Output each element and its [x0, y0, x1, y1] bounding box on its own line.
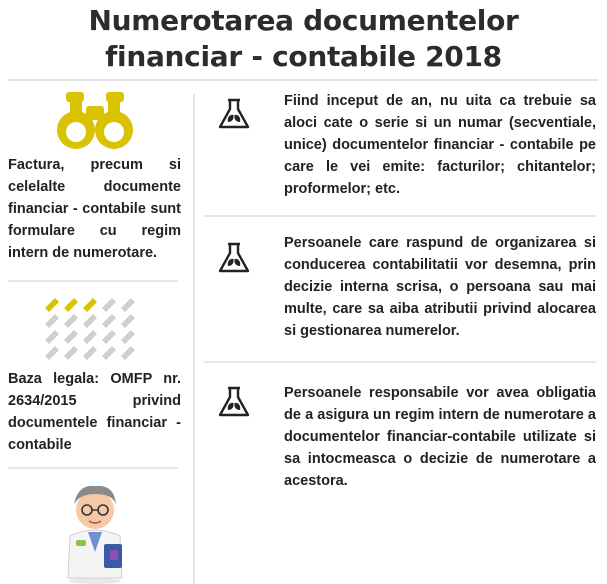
rating-diamond [45, 314, 59, 328]
rating-diamond [121, 346, 135, 360]
doctor-icon [56, 478, 134, 584]
column-divider [193, 94, 195, 584]
rating-diamond [121, 330, 135, 344]
rating-diamond [45, 298, 59, 312]
rating-diamond [64, 314, 78, 328]
right-text-item-2: Persoanele care raspund de organizarea si conducerea contabilitatii vor desemna, prin decizie interna scrisa, o persoana sau mai multe, care sa aiba atributii privind alocarea si gestionarea numerelor. [284, 235, 596, 339]
rating-diamonds-icon [44, 296, 138, 360]
left-divider-1 [8, 280, 178, 282]
rating-diamond [102, 298, 116, 312]
binoculars-icon [56, 90, 134, 152]
rating-diamond [83, 346, 97, 360]
rating-diamond [83, 330, 97, 344]
rating-diamond [64, 330, 78, 344]
page-title [0, 3, 607, 75]
rating-diamond [102, 346, 116, 360]
page-title-line2: financiar - contabile 2018 [105, 40, 502, 73]
left-divider-2 [8, 467, 178, 469]
rating-diamond [45, 330, 59, 344]
rating-diamond [64, 346, 78, 360]
rating-diamond [83, 298, 97, 312]
rating-diamond [83, 314, 97, 328]
title-divider [8, 79, 598, 81]
flask-leaf-icon [217, 241, 251, 275]
rating-diamond [121, 298, 135, 312]
rating-diamond [102, 314, 116, 328]
flask-leaf-icon [217, 385, 251, 419]
page-title-line1: Numerotarea documentelor [88, 4, 519, 37]
rating-diamond [121, 314, 135, 328]
right-text-item-3: Persoanele responsabile vor avea obligatia de a asigura un regim intern de numerotare a documentelor financiar-contabile utilizate si sa intocmeasca o decizie de numerotare a acestora. [284, 385, 596, 489]
right-divider-1 [204, 215, 596, 217]
rating-diamond [45, 346, 59, 360]
right-divider-2 [204, 361, 596, 363]
left-text-legal-basis: Baza legala: OMFP nr. 2634/2015 privind documentele financiar - contabile [8, 371, 181, 453]
flask-leaf-icon [217, 97, 251, 131]
rating-diamond [102, 330, 116, 344]
right-text-item-1: Fiind inceput de an, nu uita ca trebuie sa aloci cate o serie si un numar (secventiale, unice) documentelor financiar - contabile pe care le vei emite: facturilor; chitantelor; proformelor; etc. [284, 93, 596, 197]
rating-diamond [64, 298, 78, 312]
left-text-invoice: Factura, precum si celelalte documente financiar - contabile sunt formulare cu regim intern de numerotare. [8, 157, 181, 261]
